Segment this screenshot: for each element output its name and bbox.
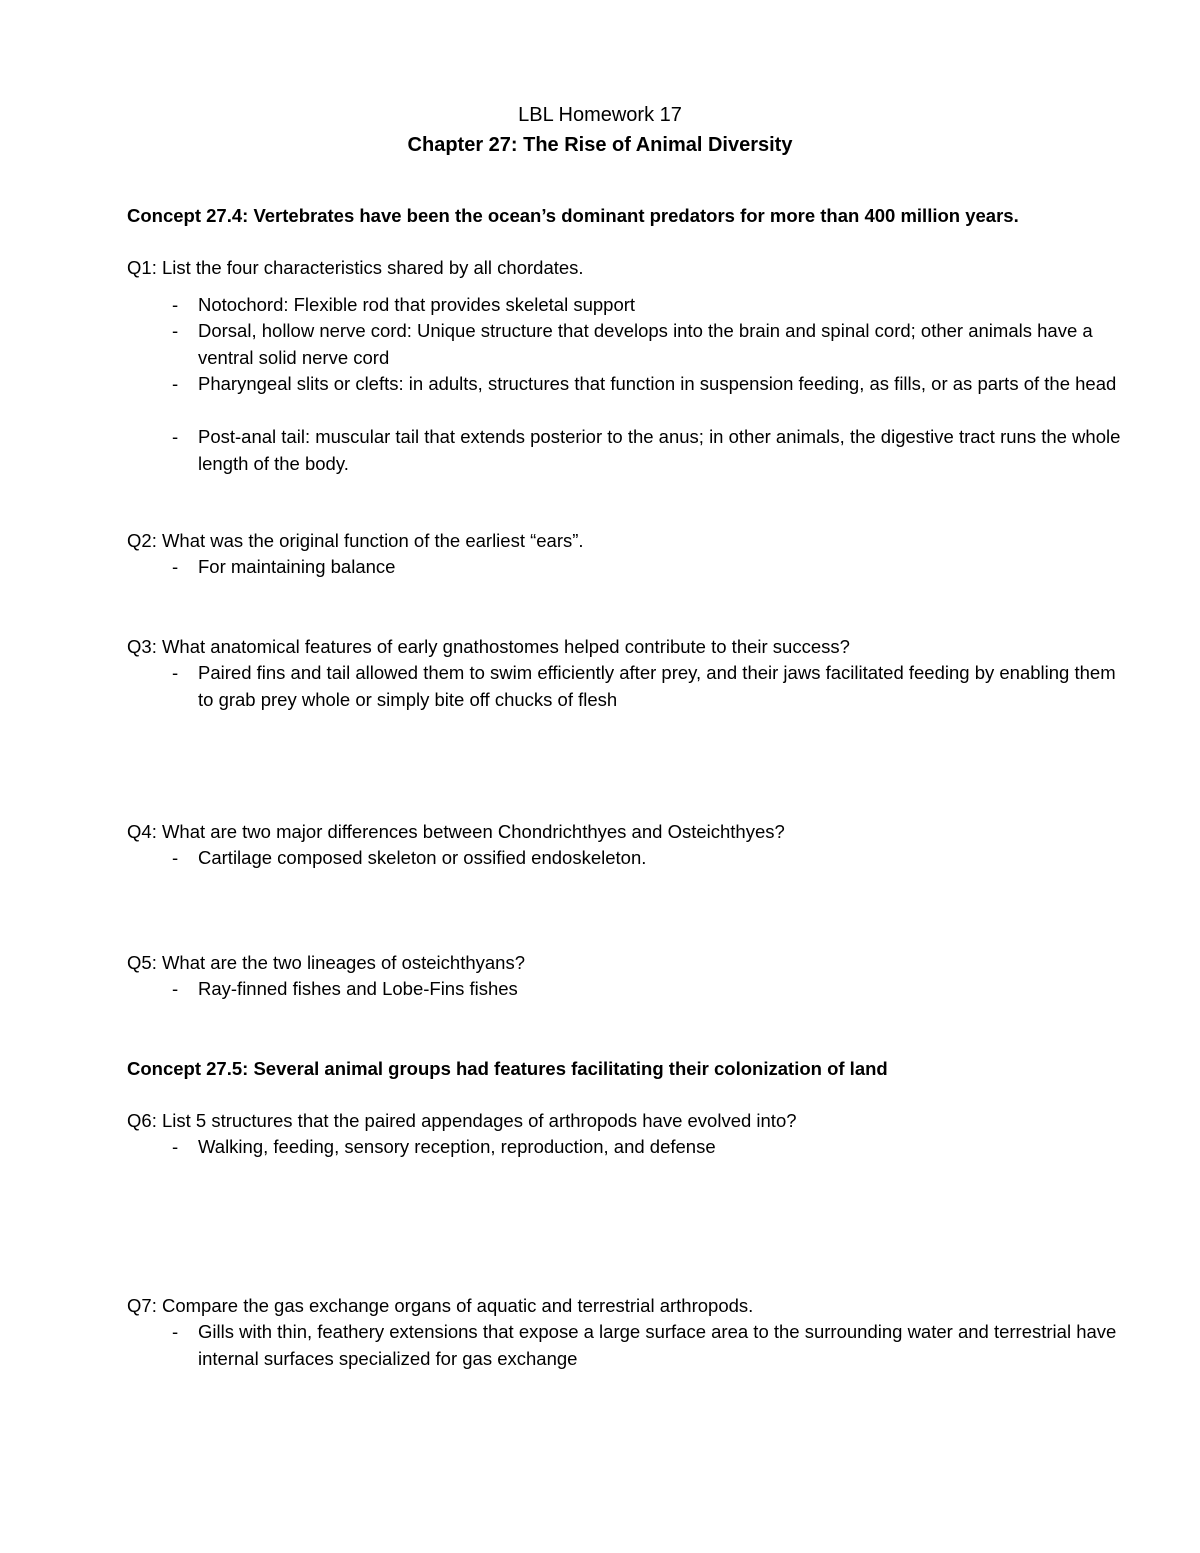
- answer-item: [172, 424, 1122, 477]
- answer-text: Post-anal tail: muscular tail that extends posterior to the anus; in other animals, the digestive tract runs the whole length of the body.: [198, 426, 1121, 474]
- answer-text: Pharyngeal slits or clefts: in adults, structures that function in suspension feeding, as fills, or as parts of the head: [198, 373, 1117, 394]
- answer-item: [172, 292, 1122, 319]
- answer-item: [172, 845, 1122, 872]
- document-subtitle: Chapter 27: The Rise of Animal Diversity: [407, 134, 793, 156]
- bullet-dash: -: [172, 847, 179, 868]
- bullet-dash: -: [172, 294, 179, 315]
- answer-item: [172, 660, 1122, 713]
- question-text: : List 5 structures that the paired appendages of arthropods have evolved into?: [151, 1110, 797, 1131]
- answer-text: Gills with thin, feathery extensions that expose a large surface area to the surrounding water and terrestrial have internal surfaces specialized for gas exchange: [198, 1321, 1117, 1369]
- answer-text: Paired fins and tail allowed them to swim efficiently after prey, and their jaws facilitated feeding by enabling them to grab prey whole or simply bite off chucks of flesh: [198, 662, 1116, 710]
- question-label: Q7: [127, 1295, 152, 1316]
- question-label: Q4: [127, 821, 152, 842]
- question-label: Q3: [127, 636, 152, 657]
- answer-text: Dorsal, hollow nerve cord: Unique structure that develops into the brain and spinal cord; other animals have a ventral solid nerve cord: [198, 320, 1093, 368]
- answer-text: Notochord: Flexible rod that provides skeletal support: [198, 294, 636, 315]
- question-q4: [127, 821, 1117, 843]
- question-q2: [127, 530, 1117, 552]
- answer-item: [172, 554, 1122, 581]
- question-q5: [127, 952, 1117, 974]
- question-label: Q5: [127, 952, 152, 973]
- bullet-dash: -: [172, 556, 179, 577]
- question-text: : What was the original function of the earliest “ears”.: [151, 530, 584, 551]
- bullet-dash: -: [172, 1321, 179, 1342]
- bullet-dash: -: [172, 978, 179, 999]
- answer-item: [172, 318, 1122, 371]
- question-q7: [127, 1295, 1117, 1317]
- question-q6: [127, 1110, 1117, 1132]
- question-label: Q6: [127, 1110, 152, 1131]
- question-text: : What are two major differences between Chondrichthyes and Osteichthyes?: [151, 821, 785, 842]
- answer-text: Walking, feeding, sensory reception, reproduction, and defense: [198, 1136, 716, 1157]
- concept-heading-27-5: Concept 27.5: Several animal groups had features facilitating their colonization of land: [127, 1058, 888, 1079]
- question-label: Q1: [127, 257, 152, 278]
- question-text: : Compare the gas exchange organs of aquatic and terrestrial arthropods.: [151, 1295, 754, 1316]
- answer-item: [172, 1134, 1122, 1161]
- bullet-dash: -: [172, 426, 179, 447]
- concept-heading-27-4: Concept 27.4: Vertebrates have been the ocean’s dominant predators for more than 400 million years.: [127, 205, 1019, 226]
- bullet-dash: -: [172, 320, 179, 341]
- question-text: : What are the two lineages of osteichthyans?: [151, 952, 525, 973]
- document-title: LBL Homework 17: [518, 104, 682, 126]
- question-text: : What anatomical features of early gnathostomes helped contribute to their success?: [151, 636, 850, 657]
- answer-item: [172, 1319, 1122, 1372]
- answer-item: [172, 371, 1122, 398]
- bullet-dash: -: [172, 662, 179, 683]
- question-q3: [127, 636, 1117, 658]
- answer-text: Cartilage composed skeleton or ossified endoskeleton.: [198, 847, 647, 868]
- question-text: : List the four characteristics shared by all chordates.: [151, 257, 584, 278]
- answer-item: [172, 976, 1122, 1003]
- question-q1: [127, 257, 1117, 279]
- bullet-dash: -: [172, 1136, 179, 1157]
- question-label: Q2: [127, 530, 152, 551]
- answer-text: Ray-finned fishes and Lobe-Fins fishes: [198, 978, 518, 999]
- bullet-dash: -: [172, 373, 179, 394]
- answer-text: For maintaining balance: [198, 556, 396, 577]
